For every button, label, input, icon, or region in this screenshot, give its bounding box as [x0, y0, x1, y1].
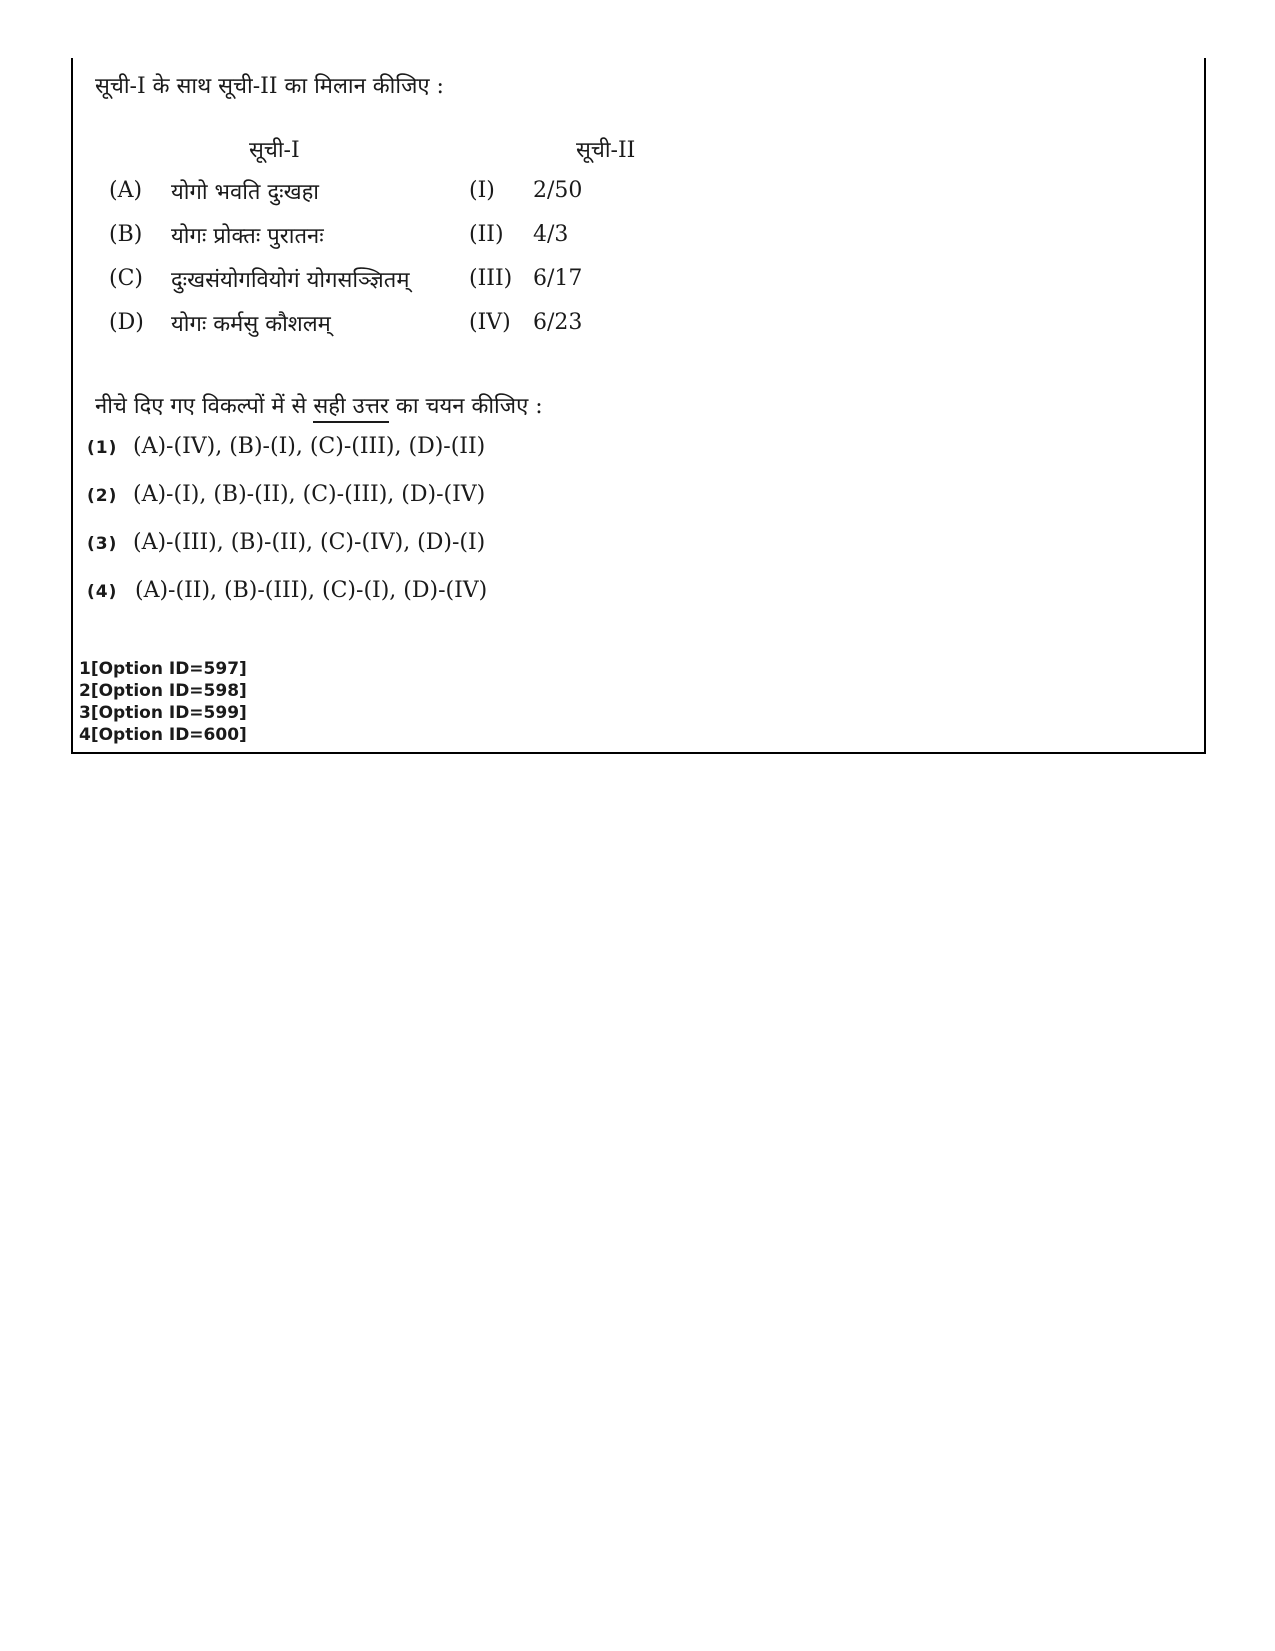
instruction-text: नीचे दिए गए विकल्पों में से [95, 394, 314, 419]
row-numeral: (IV) [469, 310, 511, 335]
question-stem: सूची-I के साथ सूची-II का मिलान कीजिए : [95, 74, 444, 99]
row-numeral: (I) [469, 178, 495, 203]
option-number: (4) [87, 582, 118, 602]
row-label: (B) [109, 222, 143, 247]
option-1-text[interactable]: (A)-(IV), (B)-(I), (C)-(III), (D)-(II) [133, 434, 486, 459]
row-text: दुःखसंयोगवियोगं योगसञ्ज्ञितम् [171, 268, 410, 293]
row-text: योगः कर्मसु कौशलम् [171, 312, 331, 337]
option-number: (2) [87, 486, 118, 506]
list-1-heading: सूची-I [249, 138, 300, 163]
row-value: 6/23 [533, 310, 583, 335]
row-label: (D) [109, 310, 144, 335]
row-text: योगो भवति दुःखहा [171, 180, 319, 205]
row-value: 4/3 [533, 222, 569, 247]
option-4-text[interactable]: (A)-(II), (B)-(III), (C)-(I), (D)-(IV) [135, 578, 488, 603]
option-id-list [79, 658, 247, 746]
row-value: 2/50 [533, 178, 583, 203]
instruction-text-end: का चयन कीजिए : [388, 394, 543, 419]
instruction-underlined: सही उत्तर [313, 394, 389, 423]
question-box [71, 58, 1206, 754]
option-2-text[interactable]: (A)-(I), (B)-(II), (C)-(III), (D)-(IV) [133, 482, 486, 507]
row-label: (C) [109, 266, 143, 291]
option-id: 3[Option ID=599] [79, 703, 247, 723]
row-numeral: (III) [469, 266, 513, 291]
row-value: 6/17 [533, 266, 583, 291]
option-number: (1) [87, 438, 118, 458]
row-label: (A) [109, 178, 143, 203]
option-3-text[interactable]: (A)-(III), (B)-(II), (C)-(IV), (D)-(I) [133, 530, 486, 555]
option-id: 1[Option ID=597] [79, 659, 247, 679]
instruction [95, 390, 543, 420]
option-id: 4[Option ID=600] [79, 725, 247, 745]
row-text: योगः प्रोक्तः पुरातनः [171, 224, 324, 249]
option-id: 2[Option ID=598] [79, 681, 247, 701]
list-2-heading: सूची-II [576, 138, 636, 163]
row-numeral: (II) [469, 222, 504, 247]
option-number: (3) [87, 534, 118, 554]
